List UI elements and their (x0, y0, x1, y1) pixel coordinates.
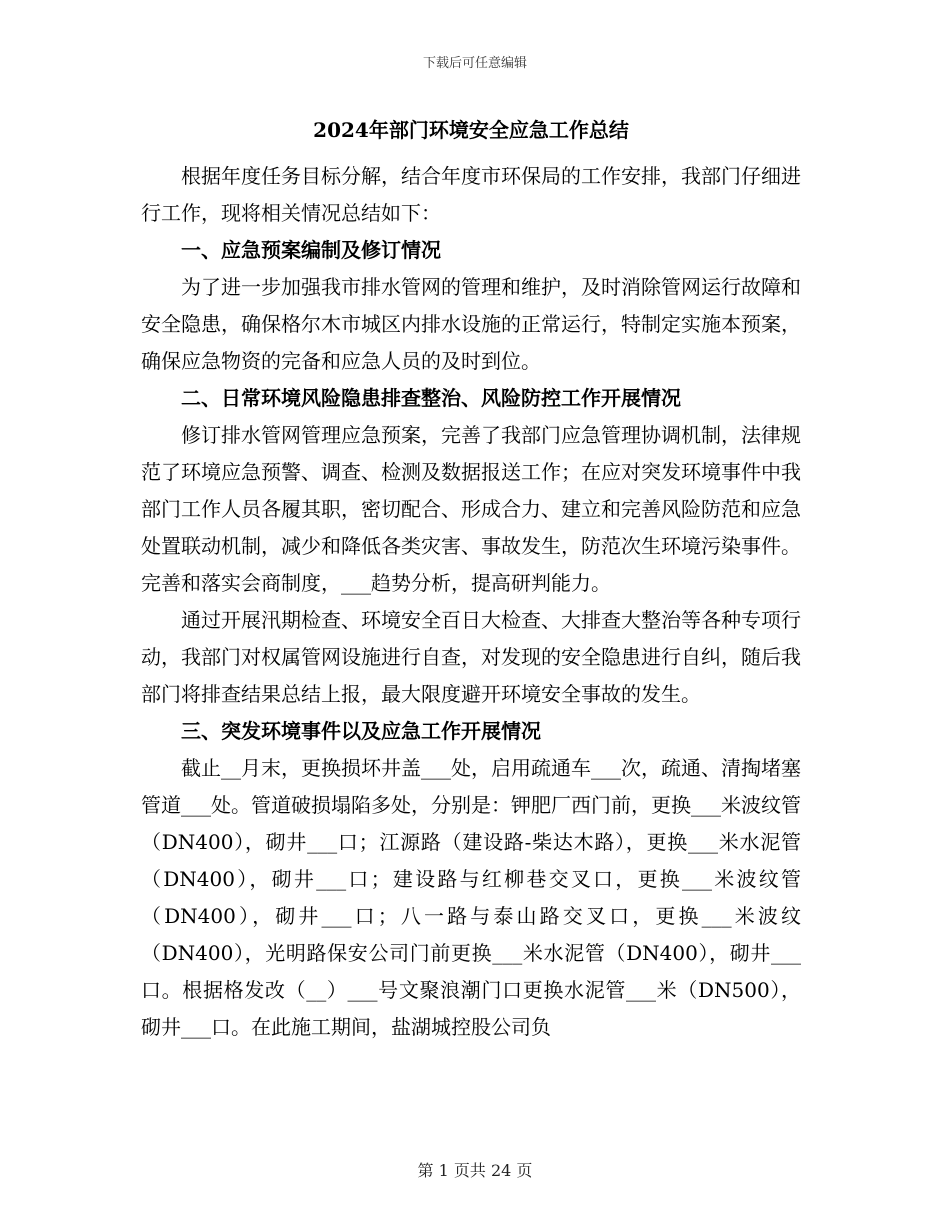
page-header-note: 下载后可任意编辑 (422, 56, 527, 71)
intro-paragraph: 根据年度任务目标分解，结合年度市环保局的工作安排，我部门仔细进行工作，现将相关情况总结如下： (141, 164, 801, 225)
section-2-paragraph-2: 通过开展汛期检查、环境安全百日大检查、大排查大整治等各种专项行动，我部门对权属管网设施进行自查，对发现的安全隐患进行自纠，随后我部门将排查结果总结上报，最大限度避开环境安全事故的发生。 (141, 608, 801, 706)
title-spacer (141, 149, 801, 158)
document-title: 2024年部门环境安全应急工作总结 (313, 118, 629, 142)
document-body (141, 112, 801, 1046)
section-2-heading: 二、日常环境风险隐患排查整治、风险防控工作开展情况 (181, 386, 681, 410)
page-footer: 第 1 页共 24 页 (417, 1161, 533, 1180)
section-3-paragraph: 截止__月末，更换损坏井盖___处，启用疏通车___次，疏通、清掏堵塞管道___处。管道破损塌陷多处，分别是：钾肥厂西门前，更换___米波纹管（DN400），砌井___口；江源路（建设路-柴达木路），更换___米水泥管（DN400），砌井___口；建设路与红柳巷交叉口，更换___米波纹管（DN400），砌井___口；八一路与泰山路交叉口，更换___米波纹（DN400），光明路保安公司门前更换___米水泥管（DN400），砌井___口。根据格发改（__）___号文聚浪潮门口更换水泥管___米（DN500），砌井___口。在此施工期间，盐湖城控股公司负 (141, 756, 801, 1039)
section-3-heading: 三、突发环境事件以及应急工作开展情况 (181, 719, 541, 743)
section-1-paragraph: 为了进一步加强我市排水管网的管理和维护，及时消除管网运行故障和安全隐患，确保格尔木市城区内排水设施的正常运行，特制定实施本预案，确保应急物资的完备和应急人员的及时到位。 (141, 275, 801, 373)
section-1-heading: 一、应急预案编制及修订情况 (181, 238, 441, 262)
section-2-paragraph-1: 修订排水管网管理应急预案，完善了我部门应急管理协调机制，法律规范了环境应急预警、调查、检测及数据报送工作；在应对突发环境事件中我部门工作人员各履其职，密切配合、形成合力、建立和完善风险防范和应急处置联动机制，减少和降低各类灾害、事故发生，防范次生环境污染事件。完善和落实会商制度，___趋势分析，提高研判能力。 (141, 423, 801, 595)
